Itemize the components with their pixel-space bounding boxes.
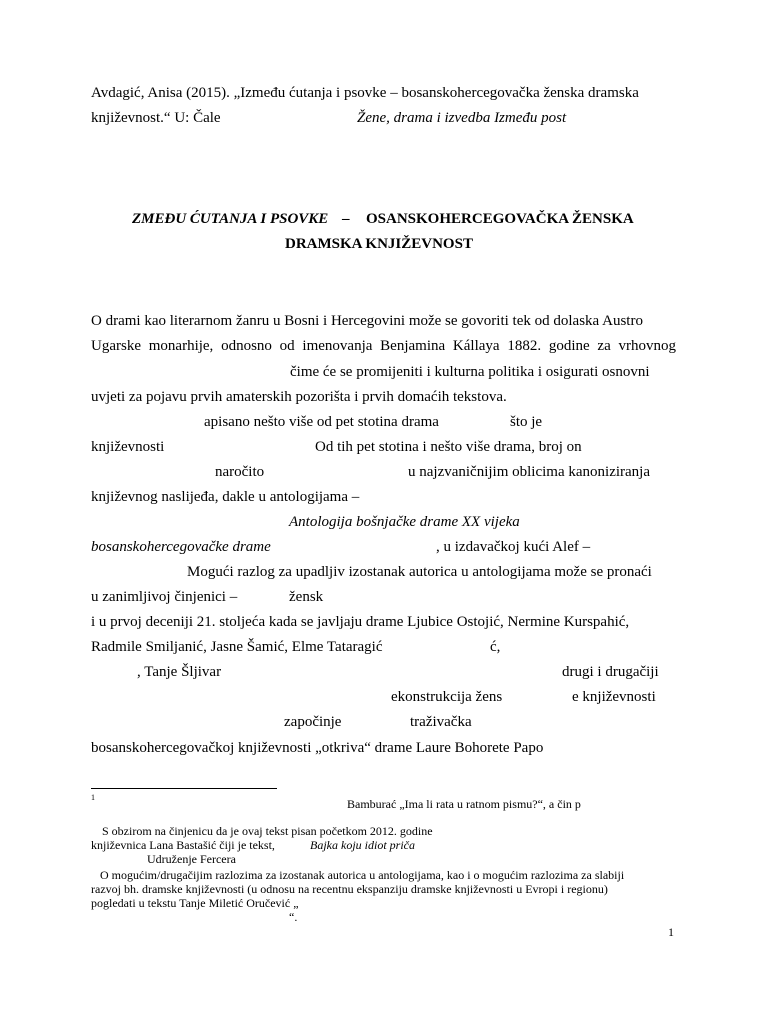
body-line-10a: bosanskohercegovačke drame	[91, 539, 271, 555]
body-line-3: čime će se promijeniti i kulturna politika i osigurati osnovni	[290, 364, 650, 380]
body-line-4: uvjeti za pojavu prvih amaterskih pozorišta i prvih domaćih tekstova.	[91, 389, 507, 405]
footnote-2-line-2b: Bajka koju idiot priča	[310, 838, 415, 852]
body-line-14b: ć,	[490, 639, 501, 655]
footnote-3-line-4: “.	[289, 910, 298, 924]
footnote-1-mark: 1	[91, 793, 95, 802]
body-line-2: Ugarske monarhije, odnosno od imenovanja Benjamina Kállaya 1882. godine za vrhovnog	[91, 338, 676, 354]
page-number: 1	[668, 925, 674, 939]
body-line-18: bosanskohercegovačkoj književnosti „otkriva“ drame Laure Bohorete Papo	[91, 740, 544, 756]
footnote-3-line-1: O mogućim/drugačijim razlozima za izostanak autorica u antologijama, kao i o mogućim razlozima za slabiji	[100, 868, 625, 882]
body-line-15a: , Tanje Šljivar	[137, 664, 222, 680]
title-line-2: DRAMSKA KNJIŽEVNOST	[285, 236, 473, 252]
citation-book-title: Žene, drama i izvedba Između post	[357, 110, 567, 126]
footnote-2-line-2a: književnica Lana Bastašić čiji je tekst,	[91, 838, 275, 852]
title-part-2: OSANSKOHERCEGOVAČKA ŽENSKA	[366, 211, 634, 227]
footnote-2-line-1: S obzirom na činjenicu da je ovaj tekst pisan početkom 2012. godine	[102, 824, 433, 838]
body-line-5a: apisano nešto više od pet stotina drama	[204, 414, 439, 430]
body-line-16a: ekonstrukcija žens	[391, 689, 503, 705]
body-line-15b: drugi i drugačiji	[562, 664, 659, 680]
body-line-10b: , u izdavačkoj kući Alef –	[436, 539, 591, 555]
body-line-14a: Radmile Smiljanić, Jasne Šamić, Elme Tataragić	[91, 639, 383, 655]
citation-line-1: Avdagić, Anisa (2015). „Između ćutanja i psovke – bosanskohercegovačka ženska dramska	[91, 85, 639, 101]
footnote-2-line-3: Udruženje Fercera	[147, 852, 236, 866]
footnote-3-line-2: razvoj bh. dramske književnosti (u odnosu na recentnu ekspanziju dramske književnosti u Evropi i regionu)	[91, 882, 608, 896]
body-line-16b: e književnosti	[572, 689, 656, 705]
body-line-6a: književnosti	[91, 439, 165, 455]
footnote-3-line-3: pogledati u tekstu Tanje Miletić Oručević „	[91, 896, 299, 910]
title-part-1: ZMEĐU ĆUTANJA I PSOVKE	[132, 211, 329, 227]
body-line-11: Mogući razlog za upadljiv izostanak autorica u antologijama može se pronaći	[187, 564, 652, 580]
body-line-1: O drami kao literarnom žanru u Bosni i Hercegovini može se govoriti tek od dolaska Austro	[91, 313, 643, 329]
body-line-12b: žensk	[289, 589, 324, 605]
citation-line-2a: književnost.“ U: Čale	[91, 110, 221, 126]
body-line-7a: naročito	[215, 464, 265, 480]
body-line-5b: što je	[510, 414, 543, 430]
title-dash: –	[342, 211, 350, 227]
body-line-17a: započinje	[284, 714, 342, 730]
body-line-12a: u zanimljivoj činjenici –	[91, 589, 238, 605]
body-line-13: i u prvoj deceniji 21. stoljeća kada se javljaju drame Ljubice Ostojić, Nermine Kurspahić,	[91, 614, 630, 630]
body-line-7b: u najzvaničnijim oblicima kanoniziranja	[408, 464, 650, 480]
footnote-separator	[91, 788, 277, 789]
body-line-9-antology-title: Antologija bošnjačke drame XX vijeka	[289, 514, 520, 530]
body-line-8: književnog naslijeđa, dakle u antologijama –	[91, 489, 360, 505]
body-line-17b: traživačka	[410, 714, 472, 730]
body-line-6b: Od tih pet stotina i nešto više drama, broj on	[315, 439, 582, 455]
footnote-1-text: Bamburać „Ima li rata u ratnom pismu?“, a čin p	[347, 797, 581, 811]
